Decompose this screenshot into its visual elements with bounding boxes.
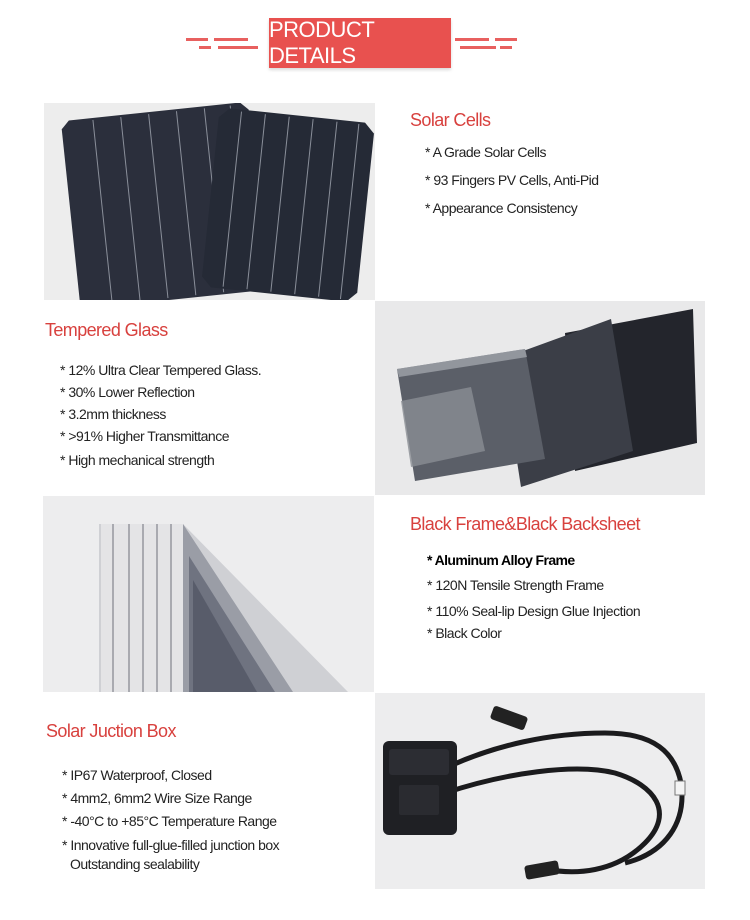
list-item: * High mechanical strength (60, 452, 215, 468)
section-title-tempered-glass: Tempered Glass (45, 320, 168, 340)
list-item: * A Grade Solar Cells (425, 144, 547, 160)
dash (199, 46, 211, 49)
page-title: PRODUCT DETAILS (269, 18, 451, 68)
dash (495, 38, 517, 41)
dash (214, 38, 248, 41)
dash (218, 46, 258, 49)
list-item: * 4mm2, 6mm2 Wire Size Range (62, 790, 252, 806)
tempered-glass-image (375, 301, 705, 495)
list-item: * >91% Higher Transmittance (60, 428, 229, 444)
section-title-black-frame: Black Frame&Black Backsheet (410, 514, 640, 534)
list-item-continuation: Outstanding sealability (70, 856, 200, 872)
black-frame-image (43, 496, 374, 692)
section-title-solar-cells: Solar Cells (410, 110, 491, 130)
junction-box-image (375, 693, 705, 889)
list-item: * 3.2mm thickness (60, 406, 166, 422)
list-item: * -40°C to +85°C Temperature Range (62, 813, 277, 829)
solar-cells-image (44, 103, 375, 300)
dash (455, 38, 489, 41)
dash (460, 46, 496, 49)
list-item: * Innovative full-glue-filled junction box (62, 837, 280, 853)
list-item: * 120N Tensile Strength Frame (427, 577, 604, 593)
list-item: * 30% Lower Reflection (60, 384, 195, 400)
list-item (62, 856, 199, 872)
list-item: * 110% Seal-lip Design Glue Injection (427, 603, 641, 619)
list-item: * Appearance Consistency (425, 200, 578, 216)
list-item: * IP67 Waterproof, Closed (62, 767, 212, 783)
list-item: * 93 Fingers PV Cells, Anti-Pid (425, 172, 599, 188)
dash (500, 46, 512, 49)
list-item: * Black Color (427, 625, 502, 641)
dash (186, 38, 208, 41)
list-item: * Aluminum Alloy Frame (427, 552, 575, 568)
section-title-junction-box: Solar Juction Box (46, 721, 176, 741)
header (0, 0, 750, 80)
list-item: * 12% Ultra Clear Tempered Glass. (60, 362, 262, 378)
